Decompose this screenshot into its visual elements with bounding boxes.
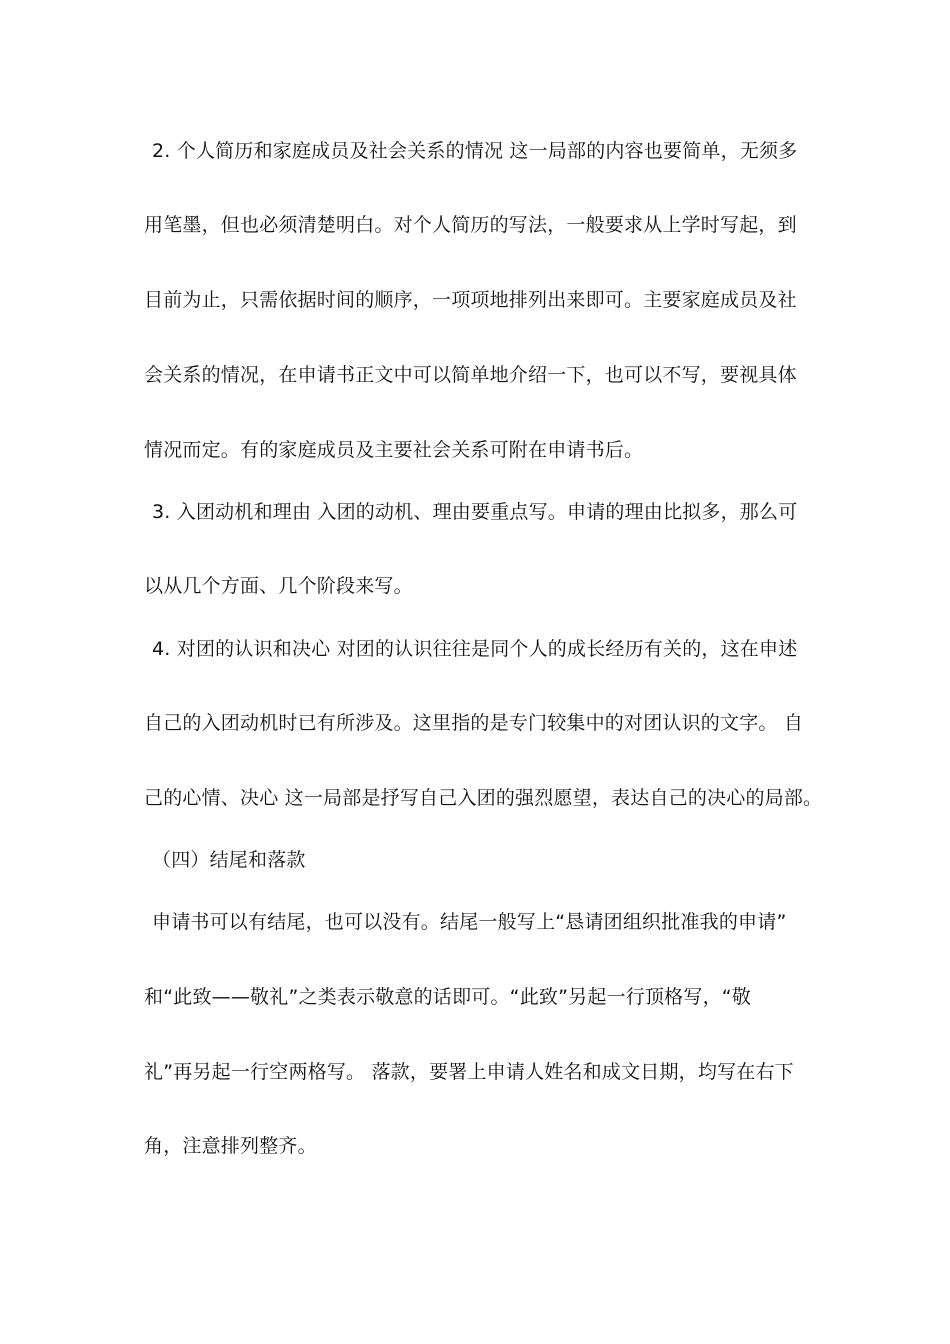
text-line-14: 礼”再另起一行空两格写。 落款，要署上申请人姓名和成文日期，均写在右下: [144, 1061, 794, 1083]
text-line-12: 申请书可以有结尾，也可以没有。结尾一般写上“恳请团组织批准我的申请”: [152, 911, 787, 933]
text-line-13: 和“此致——敬礼”之类表示敬意的话即可。“此致”另起一行顶格写，“敬: [144, 986, 752, 1008]
text-line-10: 己的心情、决心 这一局部是抒写自己入团的强烈愿望，表达自己的决心的局部。: [144, 787, 823, 809]
text-line-9: 自己的入团动机时已有所涉及。这里指的是专门较集中的对团认识的文字。 自: [144, 712, 804, 734]
text-line-3: 目前为止，只需依据时间的顺序，一项项地排列出来即可。主要家庭成员及社: [144, 289, 797, 311]
text-line-4: 会关系的情况，在申请书正文中可以简单地介绍一下，也可以不写，要视具体: [144, 364, 797, 386]
text-line-1: 2. 个人简历和家庭成员及社会关系的情况 这一局部的内容也要简单，无须多: [152, 140, 798, 162]
text-line-7: 以从几个方面、几个阶段来写。: [144, 575, 413, 597]
text-line-8: 4. 对团的认识和决心 对团的认识往往是同个人的成长经历有关的，这在申述: [152, 638, 798, 660]
text-line-2: 用笔墨，但也必须清楚明白。对个人简历的写法，一般要求从上学时写起，到: [144, 214, 797, 236]
section-heading: （四）结尾和落款: [152, 849, 306, 871]
text-line-5: 情况而定。有的家庭成员及主要社会关系可附在申请书后。: [144, 439, 644, 461]
text-line-15: 角，注意排列整齐。: [144, 1135, 317, 1157]
text-line-6: 3. 入团动机和理由 入团的动机、理由要重点写。申请的理由比拟多，那么可: [152, 501, 798, 523]
